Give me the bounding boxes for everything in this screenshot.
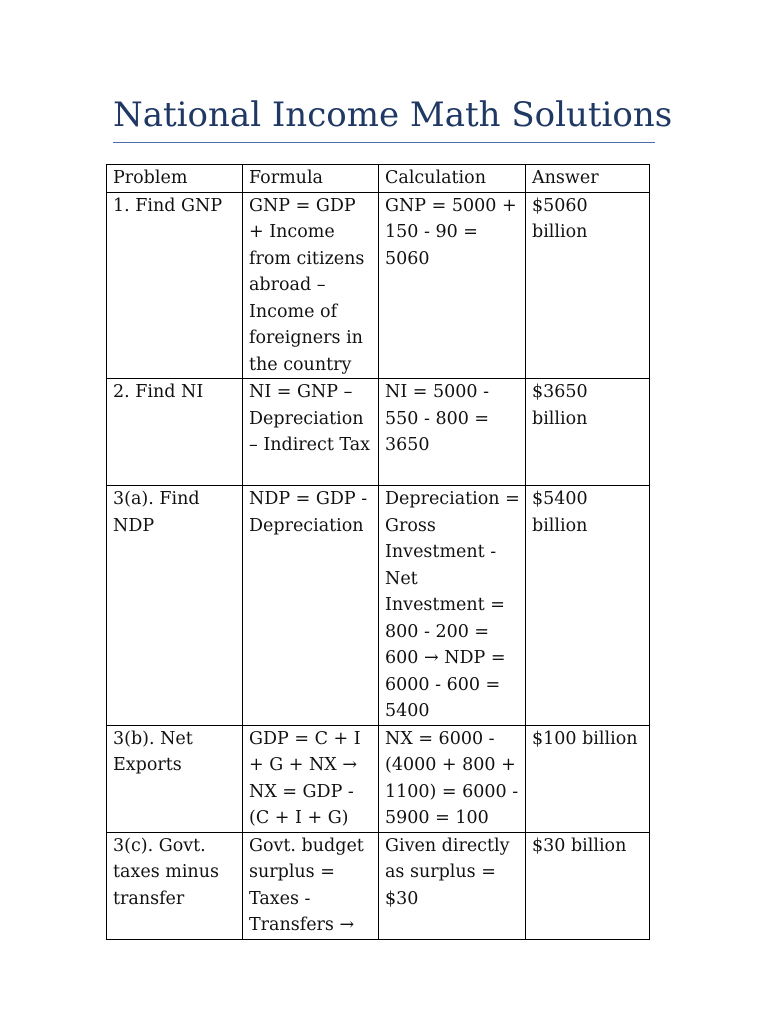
answer-cell: $100 billion: [526, 725, 650, 832]
problem-cell: 3(a). Find NDP: [107, 486, 243, 726]
header-formula: Formula: [243, 165, 379, 193]
formula-cell: NDP = GDP - Depreciation: [243, 486, 379, 726]
formula-cell: GNP = GDP + Income from citizens abroad – Income of foreigners in the country: [243, 192, 379, 379]
header-calculation: Calculation: [379, 165, 526, 193]
document-title: National Income Math Solutions: [113, 95, 673, 135]
formula-cell: GDP = C + I + G + NX → NX = GDP - (C + I + G): [243, 725, 379, 832]
solutions-table: [106, 164, 650, 940]
answer-cell: $5400 billion: [526, 486, 650, 726]
calculation-cell: Given directly as surplus = $30: [379, 832, 526, 939]
calculation-cell: Depreciation = Gross Investment - Net Investment = 800 - 200 = 600 → NDP = 6000 - 600 = 5400: [379, 486, 526, 726]
table-row: [107, 192, 650, 379]
header-answer: Answer: [526, 165, 650, 193]
table-row: [107, 832, 650, 939]
table-header-row: [107, 165, 650, 193]
table-row: [107, 725, 650, 832]
calculation-cell: NX = 6000 - (4000 + 800 + 1100) = 6000 - 5900 = 100: [379, 725, 526, 832]
title-underline: [113, 142, 655, 143]
problem-cell: 3(c). Govt. taxes minus transfer: [107, 832, 243, 939]
formula-cell: NI = GNP – Depreciation – Indirect Tax: [243, 379, 379, 486]
problem-cell: 2. Find NI: [107, 379, 243, 486]
table-row: [107, 486, 650, 726]
answer-cell: $3650 billion: [526, 379, 650, 486]
calculation-cell: NI = 5000 - 550 - 800 = 3650: [379, 379, 526, 486]
answer-cell: $5060 billion: [526, 192, 650, 379]
answer-cell: $30 billion: [526, 832, 650, 939]
table-row: [107, 379, 650, 486]
calculation-cell: GNP = 5000 + 150 - 90 = 5060: [379, 192, 526, 379]
formula-cell: Govt. budget surplus = Taxes - Transfers →: [243, 832, 379, 939]
header-problem: Problem: [107, 165, 243, 193]
problem-cell: 1. Find GNP: [107, 192, 243, 379]
problem-cell: 3(b). Net Exports: [107, 725, 243, 832]
